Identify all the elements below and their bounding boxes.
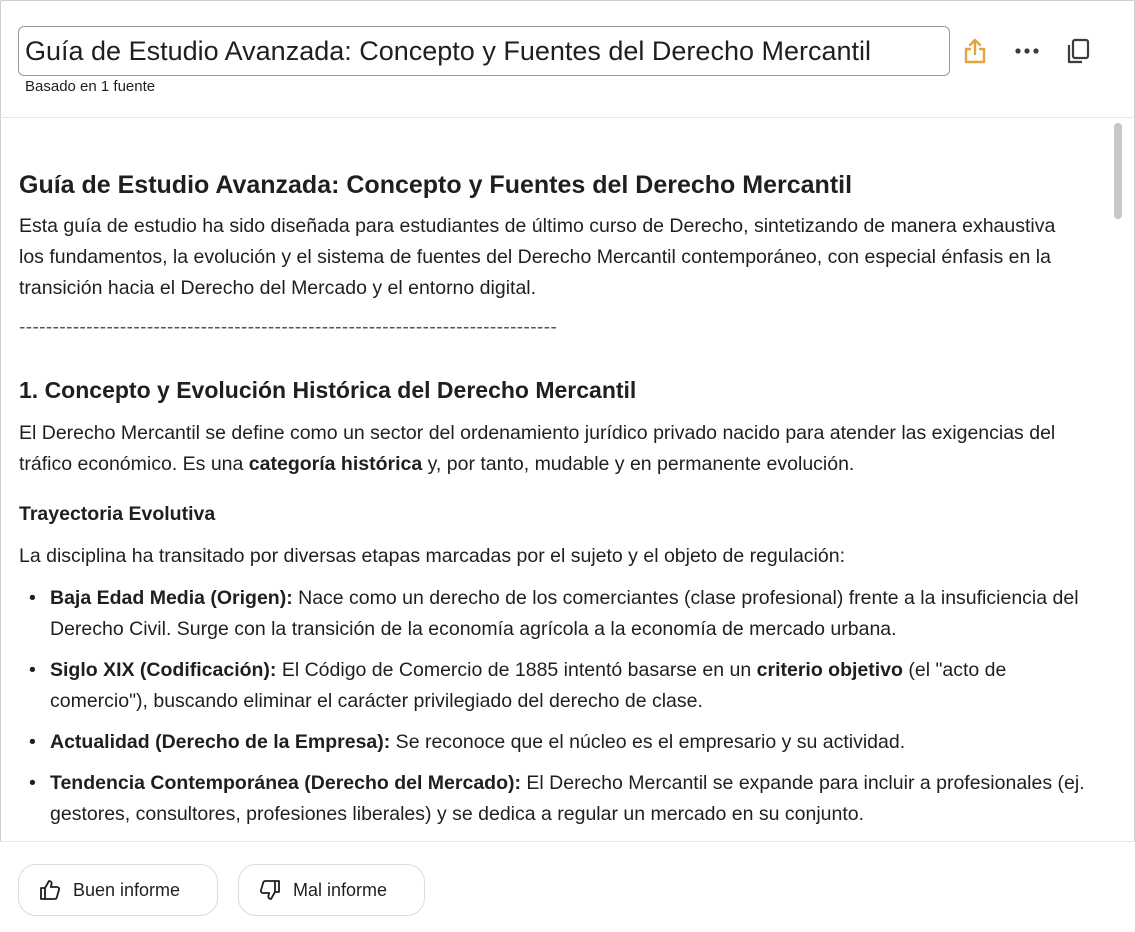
bad-report-button[interactable]: [238, 864, 425, 916]
list-item: • Tendencia Contemporánea (Derecho del Mercado): El Derecho Mercantil se expande para incluir a profesionales (ej. gestores, consultores, profesiones liberales) y se dedica a regular un mercado en su conjunto.: [29, 772, 1085, 825]
report-content[interactable]: [0, 119, 1110, 841]
more-options-button[interactable]: [1009, 33, 1045, 69]
list-item: • Actualidad (Derecho de la Empresa): Se reconoce que el núcleo es el empresario y su actividad.: [29, 731, 906, 753]
list-item: • Baja Edad Media (Origen): Nace como un derecho de los comerciantes (clase profesional) frente a la insuficiencia del Derecho Civil. Surge con la transición de la economía agrícola a la economía de mercado urbana.: [29, 587, 1079, 640]
source-count-label: Basado en 1 fuente: [25, 78, 156, 95]
thumbs-down-icon: [259, 879, 281, 901]
evolution-list: [19, 583, 1089, 840]
report-header: [0, 0, 1135, 118]
copy-button[interactable]: [1060, 33, 1096, 69]
section-heading-1: 1. Concepto y Evolución Histórica del Derecho Mercantil: [19, 377, 637, 403]
thumbs-up-icon: [39, 879, 61, 901]
share-button[interactable]: [957, 33, 993, 69]
bad-report-label: Mal informe: [293, 879, 388, 900]
good-report-label: Buen informe: [73, 879, 181, 900]
list-item: • Siglo XIX (Codificación): El Código de Comercio de 1885 intentó basarse en un criterio objetivo (el "acto de comercio"), buscando eliminar el carácter privilegiado del derecho de clase.: [29, 659, 1007, 712]
content-scrollbar[interactable]: [1110, 119, 1124, 841]
more-horizontal-icon: [1014, 47, 1040, 55]
section-divider: --------------------------------------------------------------------------------: [19, 317, 558, 338]
section-1-paragraph: El Derecho Mercantil se define como un sector del ordenamiento jurídico privado nacido para atender las exigencias del tráfico económico. Es una categoría histórica y, por tanto, mudable y en permanente evolución.: [19, 422, 1056, 475]
intro-paragraph: Esta guía de estudio ha sido diseñada para estudiantes de último curso de Derecho, sintetizando de manera exhaustiva los fundamentos, la evolución y el sistema de fuentes del Derecho Mercantil contemporáneo, con especial énfasis en la transición hacia el Derecho del Mercado y el entorno digital.: [19, 215, 1056, 299]
copy-icon: [1065, 37, 1091, 65]
report-title-input[interactable]: Guía de Estudio Avanzada: Concepto y Fuentes del Derecho Mercantil: [18, 26, 950, 76]
subsection-heading: Trayectoria Evolutiva: [19, 503, 216, 525]
scrollbar-thumb[interactable]: [1114, 123, 1122, 219]
report-heading: Guía de Estudio Avanzada: Concepto y Fuentes del Derecho Mercantil: [19, 171, 853, 199]
subsection-paragraph: La disciplina ha transitado por diversas etapas marcadas por el sujeto y el objeto de regulación:: [19, 545, 845, 567]
feedback-footer: [0, 841, 1135, 932]
good-report-button[interactable]: [18, 864, 218, 916]
share-icon: [962, 37, 988, 65]
